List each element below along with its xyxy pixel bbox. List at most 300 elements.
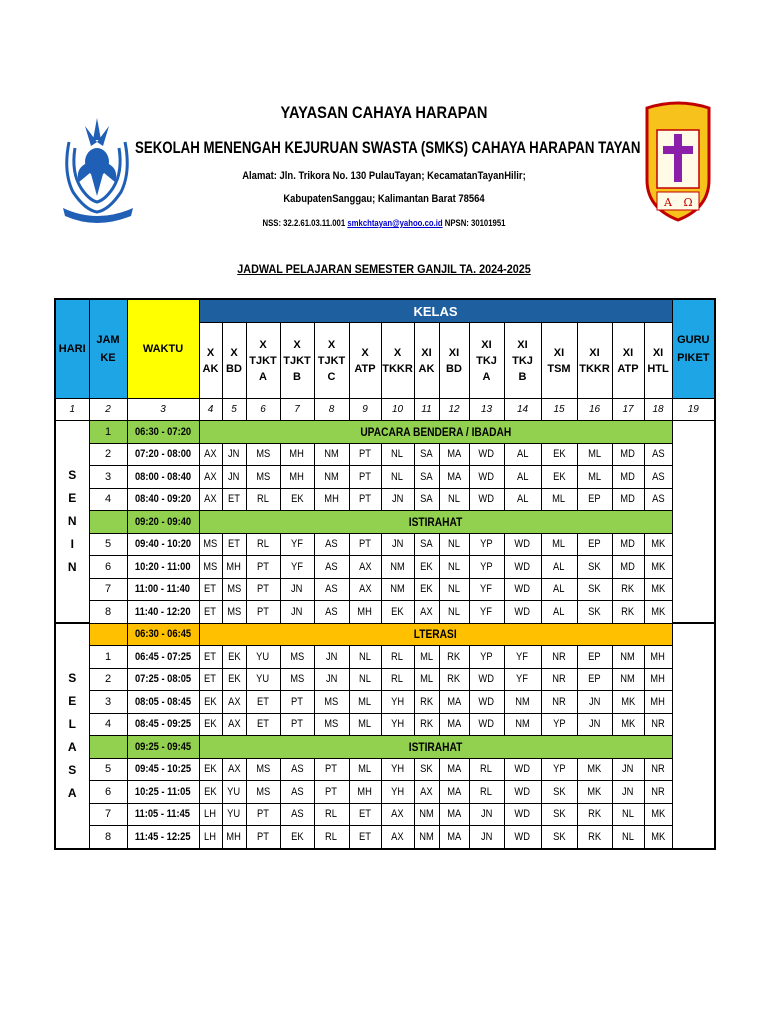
day-letter: S bbox=[68, 468, 77, 482]
teacher-code: AX bbox=[391, 830, 404, 843]
omega-glyph: Ω bbox=[683, 196, 693, 209]
column-number: 18 bbox=[644, 399, 672, 421]
teacher-code-cell bbox=[644, 826, 672, 849]
teacher-code-cell bbox=[541, 713, 577, 736]
teacher-code: MS bbox=[255, 785, 271, 798]
teacher-code: NL bbox=[448, 560, 460, 573]
teacher-code: EK bbox=[290, 830, 304, 843]
teacher-code-cell bbox=[577, 668, 612, 691]
class-header-11 bbox=[504, 323, 541, 399]
teacher-code: YU bbox=[227, 808, 241, 821]
day-letter: I bbox=[70, 537, 74, 551]
teacher-code: YU bbox=[227, 785, 241, 798]
teacher-code: JN bbox=[391, 493, 404, 506]
teacher-code-cell bbox=[644, 533, 672, 556]
column-number: 5 bbox=[222, 399, 246, 421]
teacher-code: MH bbox=[650, 695, 666, 708]
teacher-code-cell bbox=[414, 556, 439, 579]
class-header-part: A bbox=[259, 370, 267, 383]
class-header-part: HTL bbox=[647, 362, 669, 375]
guru-piket-header: GURU PIKET bbox=[672, 299, 715, 399]
teacher-code: AL bbox=[516, 448, 529, 461]
kelas-header: KELAS bbox=[199, 299, 672, 323]
teacher-code-cell bbox=[541, 826, 577, 849]
waktu-cell bbox=[127, 668, 199, 691]
table-row bbox=[55, 803, 715, 826]
teacher-code: NL bbox=[391, 470, 404, 483]
teacher-code-cell bbox=[280, 466, 314, 489]
teacher-code: WD bbox=[514, 785, 531, 798]
teacher-code-cell bbox=[439, 578, 469, 601]
teacher-code-cell bbox=[280, 668, 314, 691]
teacher-code: EK bbox=[552, 470, 566, 483]
class-header-part: X bbox=[206, 346, 215, 359]
jam-cell: 6 bbox=[89, 556, 127, 579]
teacher-code: MK bbox=[651, 583, 666, 596]
class-header-part: TKKR bbox=[382, 362, 413, 375]
teacher-code: EP bbox=[588, 493, 601, 506]
teacher-code: RK bbox=[588, 808, 601, 821]
teacher-code-cell bbox=[222, 803, 246, 826]
teacher-code: MA bbox=[446, 718, 462, 731]
teacher-code: RK bbox=[447, 650, 461, 663]
waktu-cell bbox=[127, 713, 199, 736]
teacher-code: ML bbox=[420, 673, 433, 686]
teacher-code: PT bbox=[359, 493, 371, 506]
teacher-code-cell bbox=[469, 826, 504, 849]
teacher-code: AX bbox=[420, 605, 433, 618]
table-row bbox=[55, 758, 715, 781]
teacher-code: MA bbox=[446, 763, 462, 776]
teacher-code-cell bbox=[577, 488, 612, 511]
teacher-code-cell bbox=[222, 601, 246, 624]
table-row bbox=[55, 578, 715, 601]
teacher-code-cell bbox=[381, 556, 414, 579]
column-number: 11 bbox=[414, 399, 439, 421]
class-header-part: X bbox=[393, 346, 402, 359]
teacher-code-cell bbox=[414, 601, 439, 624]
teacher-code-cell bbox=[504, 646, 541, 669]
teacher-code-cell bbox=[541, 556, 577, 579]
teacher-code-cell bbox=[314, 466, 349, 489]
teacher-code-cell bbox=[414, 533, 439, 556]
teacher-code-cell bbox=[349, 556, 381, 579]
teacher-code: NM bbox=[324, 470, 339, 483]
waktu-cell bbox=[127, 781, 199, 804]
teacher-code: MH bbox=[324, 493, 339, 506]
teacher-code: NL bbox=[359, 650, 371, 663]
teacher-code: WD bbox=[478, 718, 495, 731]
class-header-part: X bbox=[293, 338, 301, 351]
teacher-code: YP bbox=[480, 650, 493, 663]
teacher-code-cell bbox=[612, 803, 644, 826]
teacher-code-cell bbox=[314, 826, 349, 849]
column-number: 2 bbox=[89, 399, 127, 421]
teacher-code-cell bbox=[577, 713, 612, 736]
day-letter: L bbox=[68, 716, 76, 731]
waktu-text: 06:45 - 07:25 bbox=[134, 650, 191, 663]
teacher-code-cell bbox=[349, 646, 381, 669]
teacher-code-cell bbox=[439, 691, 469, 714]
teacher-code: RL bbox=[480, 763, 493, 776]
teacher-code: PT bbox=[359, 470, 371, 483]
waktu-cell bbox=[127, 443, 199, 466]
teacher-code-cell bbox=[504, 488, 541, 511]
class-header-part: TKJ bbox=[512, 354, 533, 367]
teacher-code: JN bbox=[622, 785, 634, 798]
band-text: ISTIRAHAT bbox=[408, 514, 463, 529]
foundation-name: YAYASAN CAHAYA HARAPAN bbox=[280, 103, 488, 122]
teacher-code: AS bbox=[651, 493, 665, 506]
column-number: 6 bbox=[246, 399, 280, 421]
teacher-code: NM bbox=[419, 830, 434, 843]
teacher-code: NR bbox=[552, 650, 566, 663]
teacher-code: MD bbox=[620, 470, 636, 483]
teacher-code: MH bbox=[226, 560, 242, 573]
teacher-code-cell bbox=[280, 803, 314, 826]
class-header-part: XI bbox=[553, 346, 565, 359]
teacher-code: EK bbox=[204, 695, 217, 708]
teacher-code-cell bbox=[504, 533, 541, 556]
table-row bbox=[55, 668, 715, 691]
teacher-code: NR bbox=[651, 718, 665, 731]
table-row bbox=[55, 691, 715, 714]
teacher-code: AS bbox=[325, 583, 338, 596]
teacher-code-cell bbox=[577, 826, 612, 849]
waktu-text: 11:00 - 11:40 bbox=[134, 583, 190, 596]
teacher-code: NL bbox=[359, 673, 371, 686]
waktu-text: 08:40 - 09:20 bbox=[134, 493, 191, 506]
teacher-code-cell bbox=[246, 826, 280, 849]
column-number-row bbox=[55, 399, 715, 421]
teacher-code-cell bbox=[381, 646, 414, 669]
teacher-code: AL bbox=[553, 560, 565, 573]
column-number: 4 bbox=[199, 399, 222, 421]
teacher-code-cell bbox=[612, 691, 644, 714]
teacher-code: JN bbox=[588, 695, 601, 708]
teacher-code-cell bbox=[222, 781, 246, 804]
teacher-code: JN bbox=[480, 830, 493, 843]
teacher-code: ML bbox=[420, 650, 433, 663]
teacher-code: PT bbox=[257, 808, 269, 821]
teacher-code-cell bbox=[246, 646, 280, 669]
teacher-code-cell bbox=[612, 668, 644, 691]
teacher-code: MH bbox=[226, 830, 242, 843]
teacher-code-cell bbox=[314, 758, 349, 781]
teacher-code-cell bbox=[469, 533, 504, 556]
class-header-part: TKKR bbox=[579, 362, 610, 375]
band-cell bbox=[199, 421, 672, 444]
day-letter: A bbox=[67, 785, 77, 800]
waktu-cell bbox=[127, 736, 199, 759]
class-header-part: C bbox=[327, 370, 336, 383]
waktu-cell bbox=[127, 803, 199, 826]
teacher-code-cell bbox=[280, 691, 314, 714]
teacher-code: ET bbox=[257, 695, 269, 708]
teacher-code: RK bbox=[420, 718, 433, 731]
teacher-code-cell bbox=[381, 668, 414, 691]
teacher-code: SK bbox=[588, 583, 601, 596]
teacher-code-cell bbox=[504, 556, 541, 579]
teacher-code: PT bbox=[257, 560, 269, 573]
band-text: UPACARA BENDERA / IBADAH bbox=[360, 424, 511, 439]
teacher-code: RL bbox=[257, 538, 269, 551]
teacher-code-cell bbox=[414, 803, 439, 826]
table-row bbox=[55, 466, 715, 489]
teacher-code: MD bbox=[620, 560, 636, 573]
teacher-code: NM bbox=[515, 695, 530, 708]
teacher-code-cell bbox=[439, 758, 469, 781]
teacher-code: NL bbox=[622, 808, 634, 821]
teacher-code-cell bbox=[541, 691, 577, 714]
teacher-code-cell bbox=[349, 781, 381, 804]
class-header-part: X bbox=[230, 346, 238, 359]
column-number: 1 bbox=[55, 399, 89, 421]
teacher-code: MS bbox=[226, 605, 242, 618]
teacher-code-cell bbox=[577, 556, 612, 579]
schedule-title: JADWAL PELAJARAN SEMESTER GANJIL TA. 2024-2025 bbox=[237, 262, 531, 276]
table-row bbox=[55, 533, 715, 556]
teacher-code-cell bbox=[469, 758, 504, 781]
teacher-code: ET bbox=[204, 650, 217, 663]
teacher-code-cell bbox=[349, 443, 381, 466]
teacher-code: EP bbox=[588, 538, 601, 551]
teacher-code: JN bbox=[391, 538, 404, 551]
teacher-code: ET bbox=[228, 493, 240, 506]
teacher-code: RK bbox=[420, 695, 433, 708]
teacher-code-cell bbox=[439, 781, 469, 804]
teacher-code: RL bbox=[391, 673, 404, 686]
teacher-code-cell bbox=[504, 443, 541, 466]
teacher-code: PT bbox=[291, 718, 303, 731]
teacher-code-cell bbox=[314, 803, 349, 826]
class-header-9 bbox=[439, 323, 469, 399]
teacher-code-cell bbox=[439, 803, 469, 826]
teacher-code: YP bbox=[480, 538, 493, 551]
teacher-code-cell bbox=[222, 713, 246, 736]
teacher-code-cell bbox=[504, 781, 541, 804]
teacher-code: AX bbox=[204, 448, 217, 461]
waktu-cell bbox=[127, 691, 199, 714]
teacher-code: MS bbox=[226, 583, 242, 596]
jam-cell: 7 bbox=[89, 578, 127, 601]
teacher-code-cell bbox=[381, 533, 414, 556]
teacher-code-cell bbox=[439, 601, 469, 624]
teacher-code: RL bbox=[257, 493, 269, 506]
teacher-code-cell bbox=[469, 691, 504, 714]
teacher-code: SK bbox=[552, 808, 566, 821]
teacher-code: MS bbox=[203, 538, 218, 551]
teacher-code-cell bbox=[414, 488, 439, 511]
teacher-code-cell bbox=[414, 668, 439, 691]
teacher-code-cell bbox=[314, 578, 349, 601]
teacher-code: RK bbox=[621, 583, 635, 596]
teacher-code-cell bbox=[246, 466, 280, 489]
registration-line bbox=[54, 218, 714, 228]
teacher-code-cell bbox=[504, 713, 541, 736]
teacher-code-cell bbox=[612, 601, 644, 624]
teacher-code: MK bbox=[587, 785, 602, 798]
teacher-code-cell bbox=[504, 758, 541, 781]
teacher-code: PT bbox=[291, 695, 303, 708]
school-name: SEKOLAH MENENGAH KEJURUAN SWASTA (SMKS) CAHAYA HARAPAN TAYAN bbox=[135, 138, 641, 157]
teacher-code-cell bbox=[280, 646, 314, 669]
teacher-code-cell bbox=[644, 443, 672, 466]
teacher-code: AL bbox=[553, 605, 565, 618]
teacher-code: ML bbox=[552, 493, 566, 506]
teacher-code: WD bbox=[478, 673, 495, 686]
teacher-code-cell bbox=[222, 488, 246, 511]
class-header-part: ATP bbox=[354, 362, 376, 375]
class-header-part: AK bbox=[418, 362, 435, 375]
teacher-code: MS bbox=[289, 673, 305, 686]
teacher-code-cell bbox=[349, 713, 381, 736]
teacher-code: SK bbox=[552, 785, 566, 798]
teacher-code: JN bbox=[480, 808, 493, 821]
teacher-code: SA bbox=[420, 448, 433, 461]
class-header-2 bbox=[222, 323, 246, 399]
teacher-code-cell bbox=[222, 556, 246, 579]
teacher-code-cell bbox=[469, 713, 504, 736]
day-name-cell bbox=[55, 421, 89, 624]
teacher-code-cell bbox=[280, 443, 314, 466]
teacher-code-cell bbox=[349, 691, 381, 714]
teacher-code-cell bbox=[222, 826, 246, 849]
teacher-code: JN bbox=[291, 583, 303, 596]
teacher-code-cell bbox=[349, 533, 381, 556]
teacher-code: YF bbox=[291, 560, 303, 573]
teacher-code-cell bbox=[577, 691, 612, 714]
schedule-body bbox=[55, 399, 715, 849]
waktu-cell bbox=[127, 488, 199, 511]
teacher-code: WD bbox=[514, 538, 531, 551]
teacher-code: NL bbox=[448, 493, 460, 506]
teacher-code-cell bbox=[469, 601, 504, 624]
waktu-text: 07:25 - 08:05 bbox=[134, 673, 191, 686]
jam-cell: 4 bbox=[89, 713, 127, 736]
teacher-code: AL bbox=[516, 493, 529, 506]
teacher-code: ET bbox=[204, 583, 217, 596]
teacher-code: ML bbox=[588, 448, 601, 461]
teacher-code-cell bbox=[314, 488, 349, 511]
class-header-part: TSM bbox=[547, 362, 571, 375]
teacher-code-cell bbox=[246, 713, 280, 736]
teacher-code: MA bbox=[446, 470, 462, 483]
teacher-code: MA bbox=[446, 808, 462, 821]
teacher-code: MK bbox=[620, 695, 636, 708]
jam-cell: 4 bbox=[89, 488, 127, 511]
teacher-code-cell bbox=[414, 691, 439, 714]
teacher-code-cell bbox=[469, 781, 504, 804]
teacher-code: NL bbox=[622, 830, 634, 843]
teacher-code-cell bbox=[280, 601, 314, 624]
teacher-code: ET bbox=[257, 718, 269, 731]
teacher-code: WD bbox=[478, 470, 495, 483]
jam-cell: 1 bbox=[89, 421, 127, 444]
teacher-code-cell bbox=[439, 443, 469, 466]
teacher-code: MK bbox=[620, 718, 636, 731]
class-header-part: TJKT bbox=[249, 354, 277, 367]
teacher-code: YF bbox=[516, 673, 529, 686]
teacher-code: SK bbox=[552, 830, 566, 843]
teacher-code: RL bbox=[325, 830, 338, 843]
teacher-code-cell bbox=[314, 443, 349, 466]
teacher-code-cell bbox=[439, 533, 469, 556]
teacher-code-cell bbox=[577, 646, 612, 669]
teacher-code: MK bbox=[651, 830, 666, 843]
jam-cell: 5 bbox=[89, 758, 127, 781]
teacher-code: RL bbox=[480, 785, 493, 798]
teacher-code: MH bbox=[650, 673, 666, 686]
guru-piket-cell bbox=[672, 421, 715, 624]
teacher-code: WD bbox=[514, 605, 531, 618]
teacher-code-cell bbox=[414, 466, 439, 489]
waktu-header: WAKTU bbox=[127, 299, 199, 399]
teacher-code: YH bbox=[391, 785, 404, 798]
teacher-code-cell bbox=[541, 803, 577, 826]
teacher-code: MD bbox=[620, 493, 636, 506]
waktu-cell bbox=[127, 578, 199, 601]
email-link[interactable]: smkchtayan@yahoo.co.id bbox=[347, 218, 443, 228]
teacher-code-cell bbox=[222, 758, 246, 781]
teacher-code-cell bbox=[280, 578, 314, 601]
teacher-code-cell bbox=[469, 443, 504, 466]
teacher-code: MA bbox=[446, 785, 462, 798]
jam-cell: 6 bbox=[89, 781, 127, 804]
teacher-code: EK bbox=[290, 493, 304, 506]
schedule-table bbox=[54, 298, 716, 850]
waktu-text: 09:20 - 09:40 bbox=[134, 515, 191, 528]
teacher-code-cell bbox=[577, 758, 612, 781]
teacher-code: YF bbox=[516, 650, 529, 663]
teacher-code: AX bbox=[227, 695, 241, 708]
class-header-4 bbox=[280, 323, 314, 399]
teacher-code-cell bbox=[314, 646, 349, 669]
band-text: ISTIRAHAT bbox=[408, 739, 463, 754]
class-header-part: XI bbox=[481, 338, 492, 351]
table-row bbox=[55, 646, 715, 669]
teacher-code-cell bbox=[246, 668, 280, 691]
teacher-code: NM bbox=[515, 718, 530, 731]
teacher-code: RK bbox=[588, 830, 601, 843]
teacher-code: AX bbox=[204, 493, 217, 506]
waktu-text: 06:30 - 06:45 bbox=[134, 628, 191, 641]
column-number: 16 bbox=[577, 399, 612, 421]
teacher-code-cell bbox=[469, 803, 504, 826]
teacher-code-cell bbox=[644, 781, 672, 804]
waktu-text: 08:45 - 09:25 bbox=[134, 718, 191, 731]
column-number: 12 bbox=[439, 399, 469, 421]
waktu-text: 07:20 - 08:00 bbox=[134, 448, 191, 461]
teacher-code: MS bbox=[255, 448, 271, 461]
waktu-text: 09:25 - 09:45 bbox=[134, 740, 191, 753]
waktu-text: 09:40 - 10:20 bbox=[134, 538, 191, 551]
jam-cell: 2 bbox=[89, 443, 127, 466]
teacher-code: NR bbox=[552, 673, 566, 686]
teacher-code-cell bbox=[314, 691, 349, 714]
teacher-code-cell bbox=[644, 646, 672, 669]
teacher-code: ET bbox=[359, 808, 371, 821]
teacher-code-cell bbox=[541, 758, 577, 781]
class-header-part: TKJ bbox=[476, 354, 497, 367]
teacher-code-cell bbox=[439, 826, 469, 849]
waktu-cell bbox=[127, 623, 199, 646]
table-row bbox=[55, 511, 715, 534]
teacher-code-cell bbox=[280, 713, 314, 736]
teacher-code: AX bbox=[358, 560, 372, 573]
teacher-code-cell bbox=[504, 691, 541, 714]
class-header-part: AK bbox=[202, 362, 219, 375]
